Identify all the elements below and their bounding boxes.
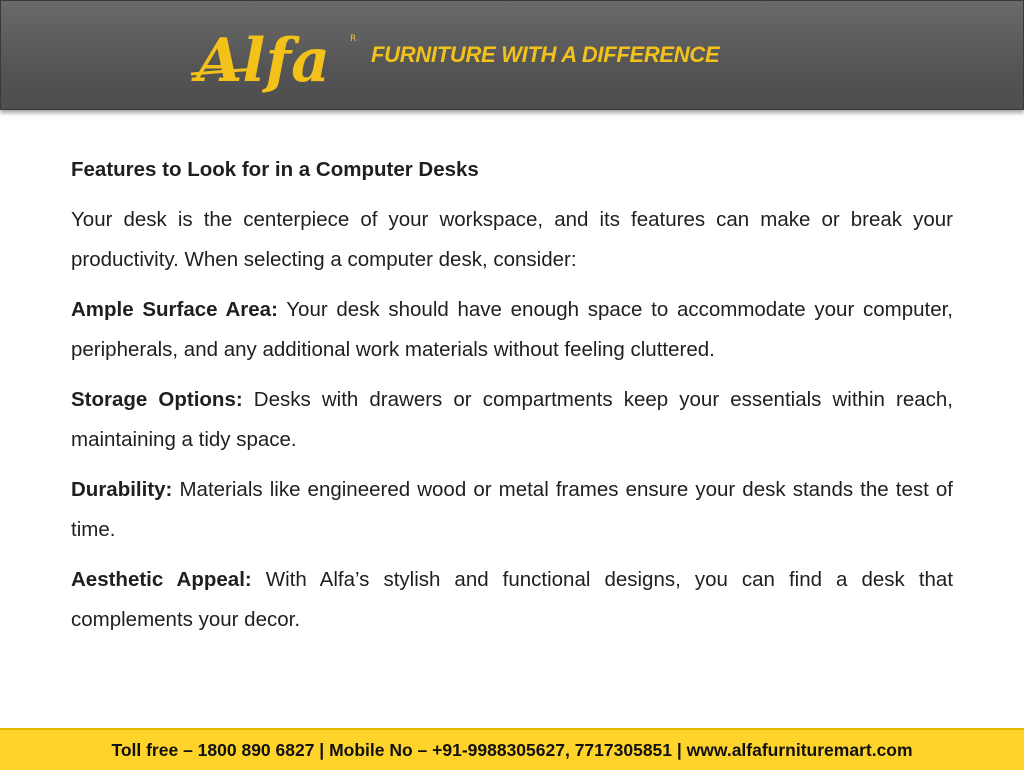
alfa-logo xyxy=(186,19,361,99)
brand-text: Alfa xyxy=(196,26,331,96)
footer-contact-bar xyxy=(0,728,1024,770)
feature-title: Durability: xyxy=(71,478,173,501)
section-heading: Features to Look for in a Computer Desks xyxy=(71,158,479,181)
feature-text: Your desk should have enough space to accommodate your computer, peripherals, and any additional work materials without feeling cluttered. xyxy=(71,298,954,361)
feature-storage xyxy=(71,380,953,460)
header-banner xyxy=(0,0,1024,110)
feature-text: Desks with drawers or compartments keep your essentials within reach, maintaining a tidy space. xyxy=(71,388,953,451)
feature-title: Aesthetic Appeal: xyxy=(71,568,252,591)
feature-surface-area xyxy=(71,290,953,370)
feature-aesthetic xyxy=(71,560,953,640)
intro-paragraph: Your desk is the centerpiece of your workspace, and its features can make or break your productivity. When selecting a computer desk, consider: xyxy=(71,208,953,271)
main-content xyxy=(71,150,953,650)
feature-title: Ample Surface Area: xyxy=(71,298,278,321)
feature-text: With Alfa’s stylish and functional designs, you can find a desk that complements your decor. xyxy=(71,568,954,631)
registered-mark: R xyxy=(350,34,357,44)
feature-durability xyxy=(71,470,953,550)
tagline: FURNITURE WITH A DIFFERENCE xyxy=(371,42,720,67)
contact-info: Toll free – 1800 890 6827 | Mobile No – +91-9988305627, 7717305851 | www.alfafurnituremart.com xyxy=(111,739,913,760)
feature-text: Materials like engineered wood or metal frames ensure your desk stands the test of time. xyxy=(71,478,953,541)
feature-title: Storage Options: xyxy=(71,388,243,411)
